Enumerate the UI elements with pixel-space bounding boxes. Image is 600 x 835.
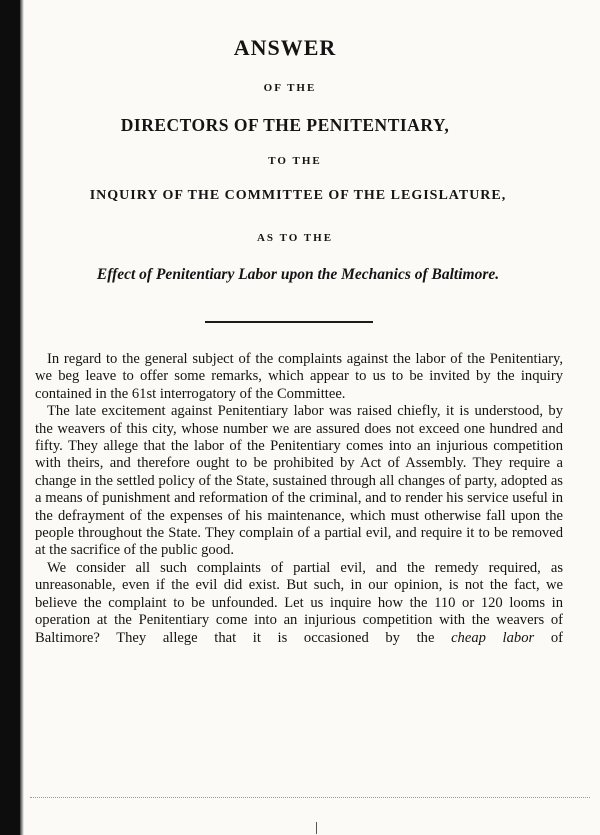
- page-bottom-speckle: [30, 797, 590, 800]
- heading-inquiry: INQUIRY OF THE COMMITTEE OF THE LEGISLATURE,: [89, 188, 507, 203]
- heading-line-as-to-the: AS TO THE: [256, 232, 334, 244]
- heading-directors: DIRECTORS OF THE PENITENTIARY,: [120, 115, 450, 135]
- page-edge-mark: [316, 822, 317, 834]
- heading-line-to-the: TO THE: [268, 155, 322, 167]
- paragraph-1: In regard to the general subject of the complaints against the labor of the Penitentiary, we beg leave to offer some remarks, which appear to us to be invited by the inquiry contained in the 61st interrogatory of the Committee.: [35, 351, 563, 402]
- paragraph-3-end: of: [550, 629, 563, 646]
- body-text: [35, 351, 563, 647]
- heading-line-of-the: OF THE: [263, 82, 317, 94]
- paragraph-3-italic: cheap labor: [451, 629, 535, 646]
- paragraph-2: The late excitement against Penitentiary labor was raised chiefly, it is understood, by the weavers of this city, whose number we are assured does not exceed one hundred and fifty. They allege that the labor of the Penitentiary comes into an injurious competition with theirs, and therefore ought to be prohibited by Act of Assembly. They require a change in the settled policy of the State, sustained through all changes of party, adopted as a means of punishment and reformation of the criminal, and to render his service useful in the defrayment of the expenses of his maintenance, which must otherwise fall upon the people throughout the State. They complain of a partial evil, and require it to be removed at the sacrifice of the public good.: [35, 403, 563, 559]
- document-title: ANSWER: [233, 35, 337, 60]
- document-subtitle: Effect of Penitentiary Labor upon the Mechanics of Baltimore.: [96, 266, 500, 283]
- paragraph-3: [35, 560, 563, 647]
- title-rule: [205, 321, 373, 323]
- paragraph-3-start: We consider all such complaints of partial evil, and the remedy required, as unreasonable, even if the evil did exist. But such, in our opinion, is not the fact, we believe the complaint to be unfounded. Let us inquire how the 110 or 120 looms in operation at the Penitentiary come into an injurious competition with the weavers of Baltimore? They allege that it is occasioned by the: [35, 559, 563, 646]
